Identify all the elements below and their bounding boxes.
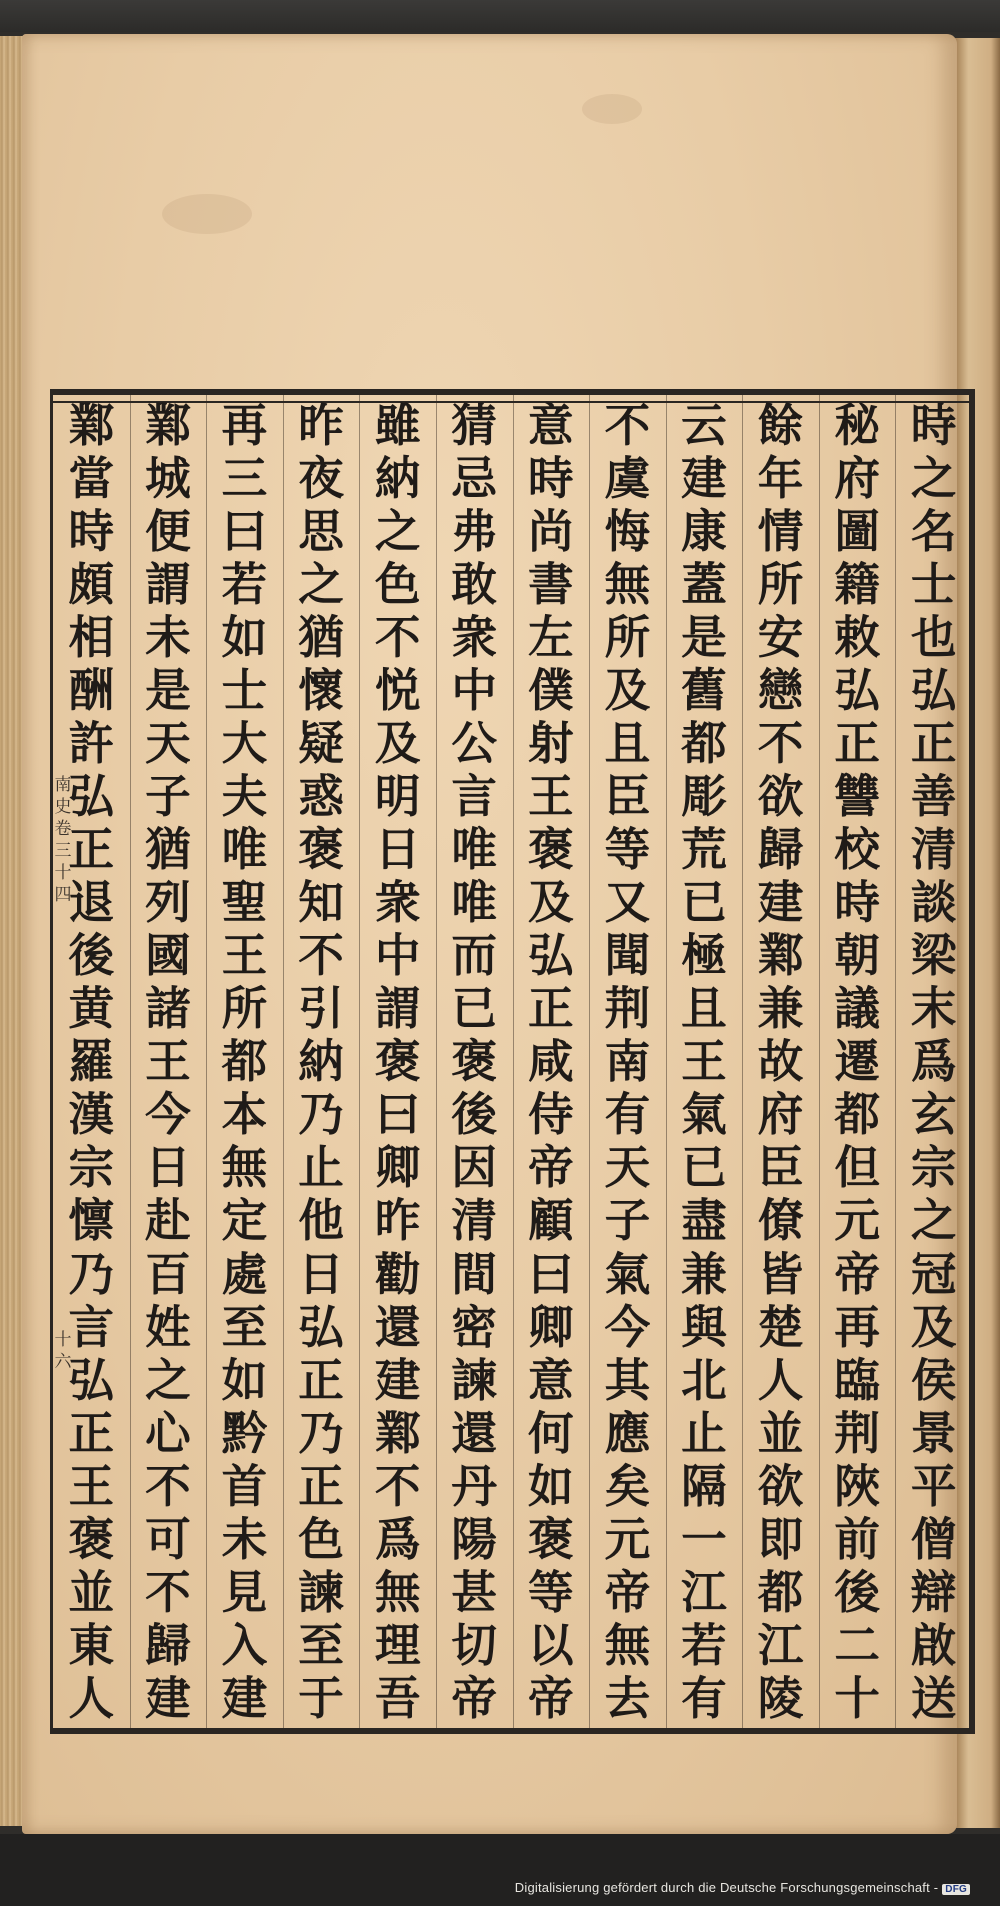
book-page — [22, 34, 957, 1834]
text-column: 意 時 尚 書 左 僕 射 王 褒 及 弘 正 咸 侍 帝 顧 曰 卿 意 何 如 褒 等 以 帝 — [527, 398, 574, 1725]
text-column: 云 建 康 蓋 是 舊 都 彫 荒 已 極 且 王 氣 已 盡 兼 與 北 止 隔 一 江 若 有 — [681, 398, 727, 1725]
text-column: 鄴 城 便 謂 未 是 天 子 猶 列 國 諸 王 今 日 赴 百 姓 之 心 不 可 不 歸 建 — [145, 398, 191, 1725]
column-rule — [589, 395, 590, 1728]
text-column: 雖 納 之 色 不 悦 及 明 日 衆 中 謂 褒 曰 卿 昨 勸 還 建 鄴 不 爲 無 理 吾 — [374, 398, 421, 1725]
text-column: 再 三 曰 若 如 士 大 夫 唯 聖 王 所 都 本 無 定 處 至 如 黔 首 未 見 入 建 — [221, 398, 268, 1725]
text-column: 昨 夜 思 之 猶 懷 疑 惑 褒 知 不 引 納 乃 止 他 日 弘 正 乃 正 色 諫 至 于 — [298, 398, 344, 1725]
text-column: 鄴 當 時 頗 相 酬 許 弘 正 退 後 黄 羅 漢 宗 懔 乃 言 弘 正 王 褒 並 東 人 — [68, 398, 115, 1725]
text-column: 秘 府 圖 籍 敕 弘 正 讐 校 時 朝 議 遷 都 但 元 帝 再 臨 荆 陜 前 後 二 十 — [834, 398, 880, 1725]
column-rule — [895, 395, 896, 1728]
scan-bottom-edge — [0, 1834, 1000, 1906]
digitization-credit — [515, 1880, 970, 1895]
column-rule — [436, 395, 437, 1728]
gutter-title: 南 史 卷 三 十 四 — [54, 775, 72, 905]
column-rule — [206, 395, 207, 1728]
credit-text: Digitalisierung gefördert durch die Deutsche Forschungsgemeinschaft - — [514, 1880, 939, 1895]
column-rule — [742, 395, 743, 1728]
column-rule — [130, 395, 131, 1728]
column-rule — [513, 395, 514, 1728]
text-frame — [50, 389, 975, 1734]
column-rule — [359, 395, 360, 1728]
column-rule — [283, 395, 284, 1728]
text-column: 餘 年 情 所 安 戀 不 欲 歸 建 鄴 兼 故 府 臣 僚 皆 楚 人 並 欲 即 都 江 陵 — [757, 398, 804, 1725]
text-column: 猜 忌 弗 敢 衆 中 公 言 唯 唯 而 已 褒 後 因 清 間 密 諫 還 丹 陽 甚 切 帝 — [451, 398, 498, 1725]
text-column: 時 之 名 士 也 弘 正 善 清 談 梁 末 爲 玄 宗 之 冠 及 侯 景 平 僧 辯 啟 送 — [910, 398, 957, 1725]
gutter-page-number: 十 六 — [54, 1330, 72, 1372]
column-rule — [819, 395, 820, 1728]
column-rule — [666, 395, 667, 1728]
dfg-logo: DFG — [942, 1884, 970, 1895]
text-column: 不 虞 悔 無 所 及 且 臣 等 又 聞 荆 南 有 天 子 氣 今 其 應 矣 元 帝 無 去 — [604, 398, 651, 1725]
scan-top-edge — [0, 0, 1000, 32]
